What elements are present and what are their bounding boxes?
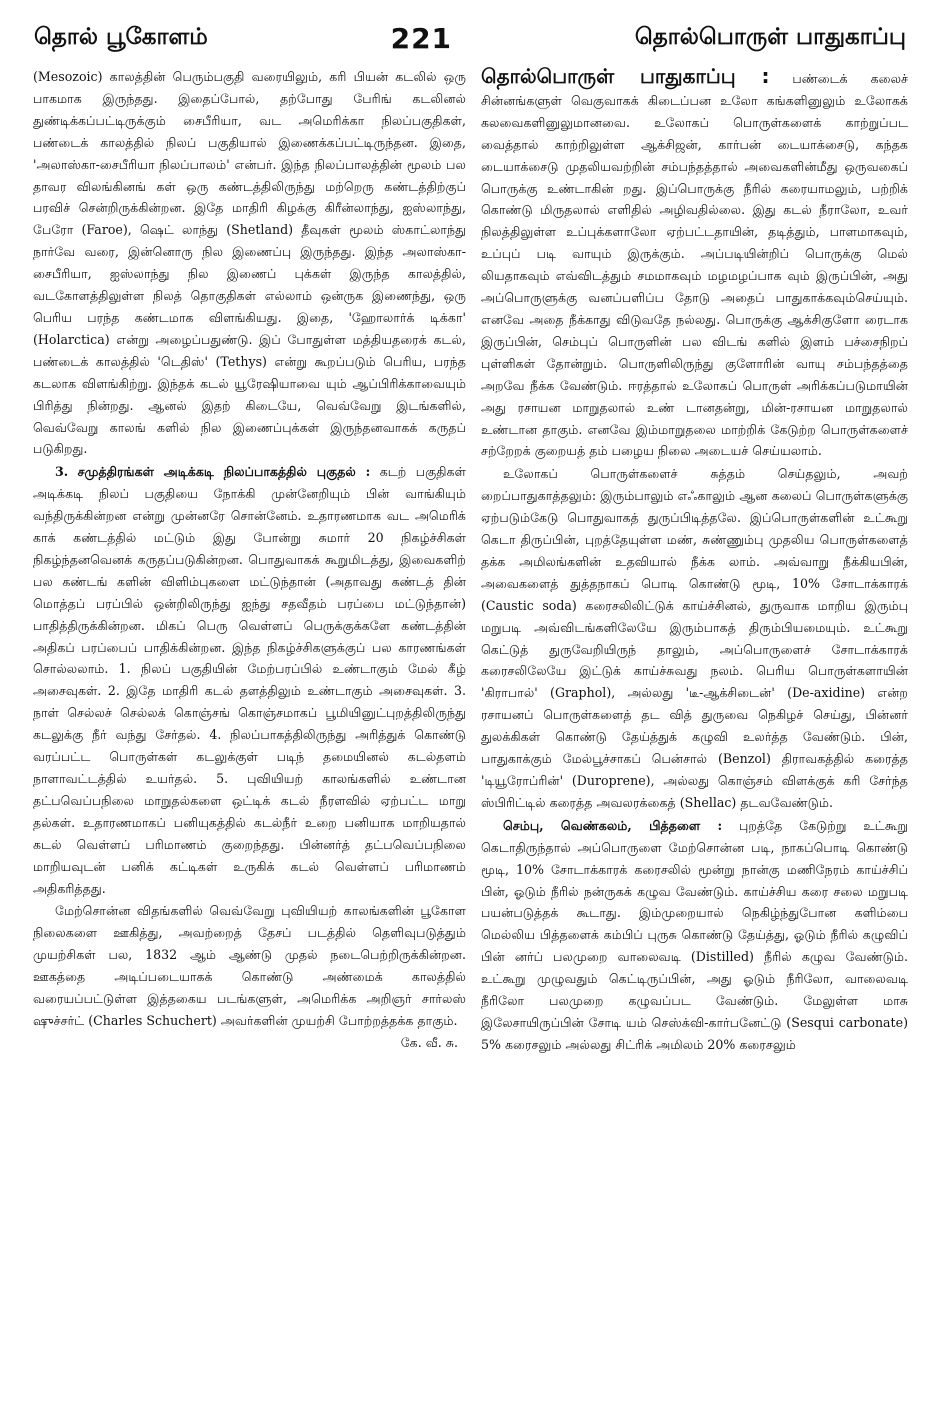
paragraph-paleogeographic-maps: மேற்சொன்ன விதங்களில் வெவ்வேறு புவியியற் காலங்களின் பூகோள நிலைகளை ஊகித்து, அவற்றைத் தேசப் படத்தில் தெளிவுபடுத்தும் முயற்சிகள் பல, 1832 ஆம் ஆண்டு முதல் நடைபெற்றிருக்கின்றன. ஊகத்தை அடிப்படையாகக் கொண்டு அண்மைக் காலத்தில் வரையப்பட்டுள்ள இத்தகைய படங்களுள், அமெரிக்க அறிஞர் சார்லஸ் ஷுச்சர்ட் (Charles Schuchert) அவர்களின் முயற்சி போற்றத்தக்க தாகும். [33, 903, 466, 1028]
subsection-heading: செம்பு, வெண்கலம், பித்தளை : [503, 817, 723, 833]
paragraph-land-bridges: (Mesozoic) காலத்தின் பெரும்பகுதி வரையிலும், கரி பியன் கடலில் ஒரு பாகமாக இருந்தது. இதைப்போல், தற்போது பேரிங் கடலினல் துண்டிக்கப்பட்டிருக்கும் சைபீரியா, வட அமெரிக்கா நிலப்பகுதிகள், பண்டைக் காலத்தில் நிலப் பகுதியால் இணைக்கப்பட்டிருந்தன. இதை, 'அலாஸ்கா-சைபீரியா நிலப்பாலம்' என்பர். இந்த நிலப்பாலத்தின் மூலம் பல தாவர விலங்கினங் கள் ஒரு கண்டத்திலிருந்து மற்றெரு கண்டத்திற்குப் பரவிச் சென்றிருக்கின்றன. இதே மாதிரி கிழக்கு கிரீன்லாந்து, ஐஸ்லாந்து, பேரோ (Faroe), ஷெட் லாந்து (Shetland) தீவுகள் மூலம் ஸ்காட்லாந்து நார்வே வரை, இன்னொரு நில இணைப்பு இருந்தது. இந்த அலாஸ்கா-சைபீரியா, ஐஸ்லாந்து நில இணைப் புக்கள் இருந்த காலத்தில், வடகோளத்திலுள்ள நிலத் தொகுதிகள் எல்லாம் ஒன்ருக இணைந்து, ஒரு பெரிய பரந்த கண்டமாக விளங்கியது. இதை, 'ஹோலார்க் டிக்கா' (Holarctica) என்று அழைப்பதுண்டு. இப் போதுள்ள மத்தியதரைக் கடல், பண்டைக் காலத்தில் 'டெதிஸ்' (Tethys) என்று கூறப்படும் பெரிய, பரந்த கடலாக விளங்கிற்று. இந்தக் கடல் யூரேஷியாவை யும் ஆப்பிரிக்காவையும் பிரித்து நின்றது. ஆனல் இதற் கிடையே, வெவ்வேறு இடங்களில், வெவ்வேறு காலங் களில் நில இணைப்புக்கள் இருந்தனவாகக் கருதப் படுகிறது. [33, 69, 466, 457]
left-column [33, 66, 466, 1406]
running-head-left: தொல் பூகோளம் [34, 23, 208, 50]
page-number: 221 [390, 21, 453, 55]
paragraph-sea-transgression [33, 461, 466, 899]
article-title: தொல்பொருள் பாதுகாப்பு : [481, 66, 770, 88]
article-intro-body: பண்டைக் கலைச் சின்னங்களுள் வெகுவாகக் கிடைப்பன உலோ கங்களினுலும் உலோகக் கலவைகளினுலுமானவை. உலோகப் பொருள்களைக் காற்றுப்பட வைத்தால் காற்றிலுள்ள ஆக்சிஜன், கார்பன் டையாக்சைடு, கந்தக டையாக்சைடு முதலியவற்றின் சம்பந்தத்தால் அவைகளின்மீது ஒருவகைப் பொருக்கு உண்டாகின் றது. இப்பொருக்கு நீரில் கரையாமலும், பற்றிக் கொண்டு மிருதலால் எளிதில் அழிவதில்லை. இது கடல் நீராலோ, உவர் நிலத்திலுள்ள உப்புக்களாலோ ஏற்பட்டதாயின், தடித்தும், பாளமாகவும், உப்புப் படி வாயும் இருக்கும். அப்படியின்றிப் பொருக்கு மெல் லியதாகவும் எவ்விடத்தும் சமமாகவும் மழமழப்பாக வும் இருப்பின், அது அப்பொருளுக்கு வனப்பளிப்ப தோடு அதைப் பாதுகாக்கவும்செய்யும். எனவே அதை நீக்காது விடுவதே நல்லது. பொருக்கு ஆக்சிகுளோ ரைடாக இருப்பின், செம்புப் பொருளின் பல விடங் களில் இளம் பச்சைநிறப் புள்ளிகள் தோன்றும். பொருளிலிருந்து குளோரின் வாயு சம்பந்தத்தை அறவே நீக்க வேண்டும். ஈரத்தால் உலோகப் பொருள் அரிக்கப்படுமாயின் அது ரசாயன மாறுதலால் உண் டானதன்று, மின்-ரசாயன மாறுதலால் உண்டான தாகும். எனவே இம்மாறுதலை மாற்றிக் கேடுற்ற பொருள்களைச் சற்றேறக் குறையத் தம் பழைய நிலை அடையச் செய்யலாம். [481, 71, 908, 459]
paragraph-metal-cleaning: உலோகப் பொருள்களைச் சுத்தம் செய்தலும், அவற் றைப்பாதுகாத்தலும்: இரும்பாலும் எஃகாலும் ஆன கலைப் பொருள்களுக்கு ஏற்படும்கேடு பொதுவாகத் துருப்பிடித்தலே. இப்பொருள்களின் உட்கூறு கெடா திருப்பின், புறத்தேயுள்ள மண், சுண்ணும்பு முதலிய பொருள்களைத் தக்க அமிலங்களின் உதவியால் நீக்க லாம். அவ்வாறு நீக்கியபின், அவைகளைத் துத்தநாகப் பொடி கொண்டு மூடி, 10% சோடாக்காரக் (Caustic soda) கரைசலிலிட்டுக் காய்ச்சினல், துருவாக மாறிய இரும்பு மறுபடி அவ்விடங்களிலேயே இரும்பாகத் திரும்பியமையும். உட்கூறு கெட்டுத் துருவேறியிருந் தாலும், அப்பொருளைச் சோடாக்காரக் கரைசலிலேயே இட்டுக் காய்ச்சுவது நலம். பெரிய பொருள்களாயின் 'கிராபால்' (Graphol), அல்லது 'டீ-ஆக்சிடைன்' (De-axidine) என்ற ரசாயனப் பொருள்களைத் தட வித் துருவை நெகிழச் செய்து, பின்னர் துலக்கிகள் கொண்டு தேய்த்துக் கழுவி உலர்த்த வேண்டும். பின், பாதுகாக்கும் மேல்பூச்சாகப் பென்சால் (Benzol) திராவகத்தில் கரைத்த 'டியூரோப்ரின்' (Duroprene), அல்லது கொஞ்சம் விளக்குக் கரி சேர்ந்த ஸ்பிரிட்டில் கரைத்த அவலரக்கைத் (Shellac) தடவவேண்டும். [481, 466, 908, 810]
section-number: 3. [55, 464, 69, 480]
running-head-right: தொல்பொருள் பாதுகாப்பு [634, 23, 906, 50]
author-signature: கே. வீ. சு. [400, 1034, 458, 1050]
section-body: கடற் பகுதிகள் அடிக்கடி நிலப் பகுதியை நோக்கி முன்னேறியும் பின் வாங்கியும் வந்திருக்கின்றன என்று முன்னரே சொன்னேம். உதாரணமாக வட அமெரிக் காக் கண்டத்தில் மட்டும் இது போன்று சுமார் 20 நிகழ்ச்சிகள் நிகழ்ந்தனவெனக் கருதப்படுகின்றன. பொதுவாகக் கூறுமிடத்து, இவைகளிற் பல கண்டங் களின் விளிம்புகளை மட்டுந்தான் (அதாவது கண்டத் தின் மொத்தப் பரப்பில் ஒன்றிலிருந்து ஐந்து சதவீதம் பரப்பை மட்டுந்தான்) பாதித்திருக்கின்றன. மிகப் பெரு வெள்ளப் பெருக்குக்களே கண்டத்தின் அதிகப் பரப்பைப் பாதிக்கின்றன. இந்த நிகழ்ச்சிகளுக்குப் பல காரணங்கள் சொல்லலாம். 1. நிலப் பகுதியின் மேற்பரப்பில் உண்டாகும் மேல் கீழ் அசைவுகள். 2. இதே மாதிரி கடல் தளத்திலும் உண்டாகும் அசைவுகள். 3. நாள் செல்லச் செல்லக் கொஞ்சங் கொஞ்சமாகப் பூமியினுட்புறத்திலிருந்து கடலுக்கு நீர் வந்து சேர்தல். 4. நிலப்பாகத்திலிருந்து அரித்துக் கொண்டு வரப்பட்ட பொருள்கள் கடலுக்குள் படிந் தமையினல் கடல்தளம் நாளாவட்டத்தில் உயர்தல். 5. புவியியற் காலங்களில் உண்டான தட்பவெப்பநிலை மாறுதல்களை ஒட்டிக் கடல் நீரளவில் ஏற்பட்ட மாறு தல்கள். உதாரணமாகப் பனியுகத்தில் கடல்நீர் உறை பனியாக மாறியதால் கடல் வெள்ளப் பரிமாணம் குறைந்தது. பின்னர்த் தட்பவெப்பநிலை மாறியவுடன் பனிக் கட்டிகள் உருகிக் கடல் வெள்ளப் பரிமாணம் அதிகரித்தது. [33, 464, 466, 896]
page-header [34, 20, 906, 56]
paragraph-copper-bronze-brass [481, 815, 908, 1056]
subsection-body: புறத்தே கேடுற்று உட்கூறு கெடாதிருந்தால் அப்பொருளை மேற்சொன்ன படி, நாகப்பொடி கொண்டு மூடி, 10% சோடாக்காரக் கரைசலில் மூன்று நான்கு மணிநேரம் காய்ச்சிப் பின், ஓடும் நீரில் நன்ருகக் கழுவ வேண்டும். காய்ச்சிய கரை சலை மறுபடி பயன்படுத்தக் கூடாது. இம்முறையால் நெகிழ்ந்துபோன களிம்பை மெல்லிய பித்தளைக் கம்பிப் புருசு கொண்டு தேய்த்து, ஓடும் நீரில் கழுவிப் பின் னர்ப் பலமுறை வாலைவடி (Distilled) நீரில் கழுவ வேண்டும். உட்கூறு முழுவதும் கெட்டிருப்பின், அது ஓடும் நீரிலோ, வாலைவடி நீரிலோ பலமுறை கழுவப்பட வேண்டும். மேலுள்ள மாசு இலேசாயிருப்பின் சோடி யம் செஸ்க்வி-கார்பனேட்டு (Sesqui carbonate) 5% கரைசலும் அல்லது சிட்ரிக் அமிலம் 20% கரைசலும் [481, 817, 908, 1052]
section-heading: சமுத்திரங்கள் அடிக்கடி நிலப்பாகத்தில் புகுதல் : [77, 464, 371, 480]
right-column [481, 66, 908, 1406]
paragraph-conservation-intro [481, 66, 908, 462]
